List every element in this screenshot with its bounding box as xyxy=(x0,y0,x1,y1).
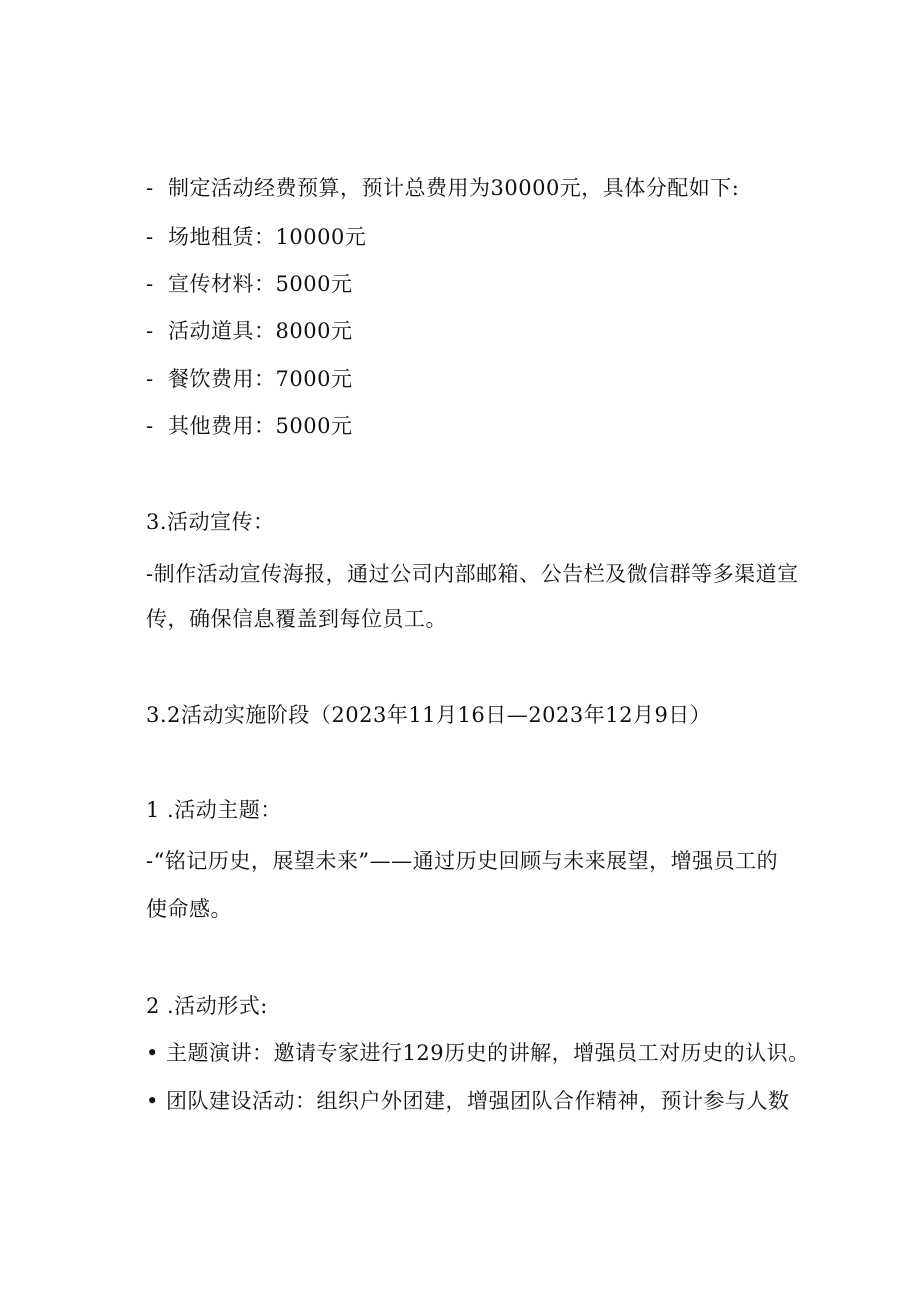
paragraph-line: -制作活动宣传海报，通过公司内部邮箱、公告栏及微信群等多渠道宣 xyxy=(146,562,799,586)
section-heading-theme: 1 .活动主题： xyxy=(146,798,282,822)
paragraph-line: -“铭记历史，展望未来”——通过历史回顾与未来展望，增强员工的 xyxy=(146,849,779,873)
dash-marker: - xyxy=(146,272,154,296)
section-heading-format: 2 .活动形式: xyxy=(146,994,268,1018)
budget-item-text: 场地租赁：10000元 xyxy=(168,225,367,249)
dash-marker: - xyxy=(146,225,154,249)
format-list-item xyxy=(146,1040,810,1066)
dash-marker: - xyxy=(146,319,154,343)
section-heading-promotion: 3.活动宣传： xyxy=(146,510,275,534)
format-item-text: 主题演讲：邀请专家进行129历史的讲解，增强员工对历史的认识。 xyxy=(166,1041,810,1065)
budget-intro-text: 制定活动经费预算，预计总费用为30000元，具体分配如下: xyxy=(168,176,740,200)
budget-item xyxy=(146,271,352,297)
budget-item xyxy=(146,224,366,250)
format-item-text: 团队建设活动：组织户外团建，增强团队合作精神，预计参与人数 xyxy=(166,1089,790,1113)
budget-item-text: 餐饮费用：7000元 xyxy=(168,367,353,391)
section-heading-phase: 3.2活动实施阶段（2023年11月16日—2023年12月9日） xyxy=(146,703,712,727)
dash-marker: - xyxy=(146,414,154,438)
bullet-marker: • xyxy=(146,1041,159,1065)
budget-item xyxy=(146,318,352,344)
budget-item xyxy=(146,413,352,439)
budget-item-text: 活动道具：8000元 xyxy=(168,319,353,343)
budget-item-text: 宣传材料：5000元 xyxy=(168,272,353,296)
format-list-item xyxy=(146,1088,790,1114)
dash-marker: - xyxy=(146,176,154,200)
budget-item-text: 其他费用：5000元 xyxy=(168,414,353,438)
dash-marker: - xyxy=(146,367,154,391)
budget-item xyxy=(146,366,352,392)
bullet-marker: • xyxy=(146,1089,159,1113)
paragraph-line: 使命感。 xyxy=(146,897,232,921)
paragraph-line: 传，确保信息覆盖到每位员工。 xyxy=(146,607,447,631)
budget-intro-line xyxy=(146,175,739,201)
